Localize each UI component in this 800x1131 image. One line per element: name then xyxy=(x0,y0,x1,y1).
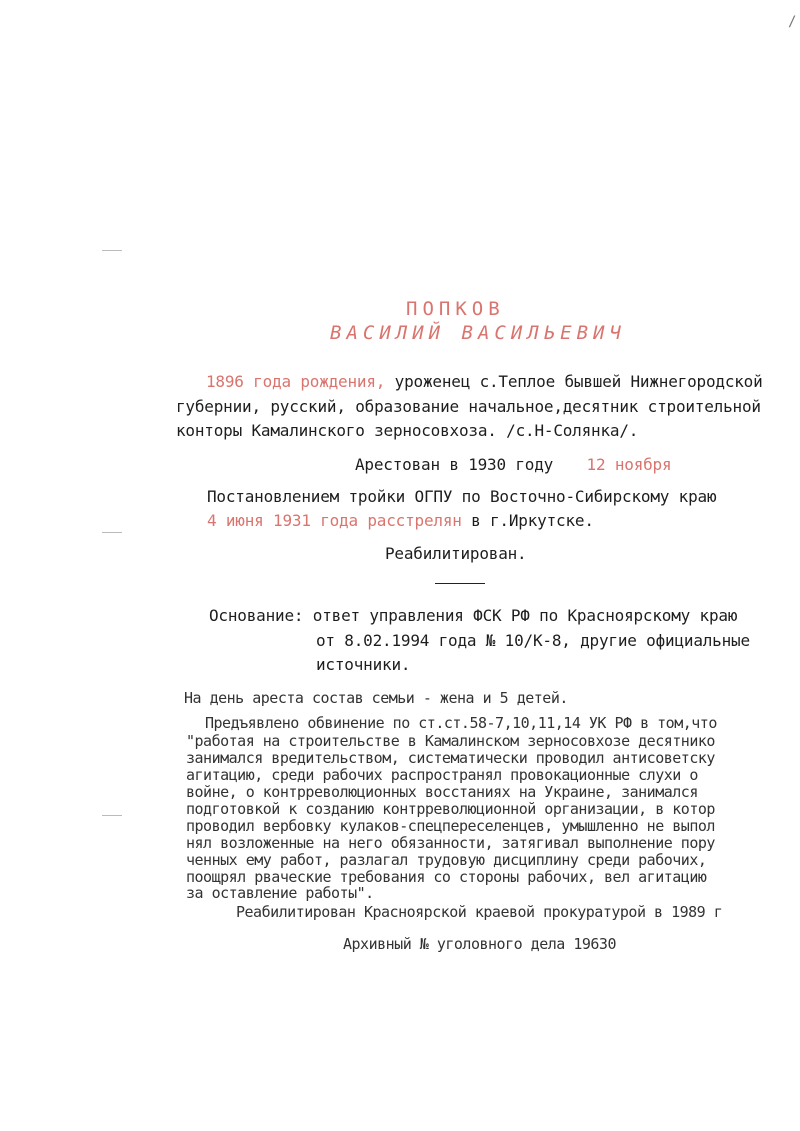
basis-line-3: источники. xyxy=(316,655,411,674)
surname: ПОПКОВ xyxy=(406,298,505,320)
charge-line: ченных ему работ, разлагал трудовую дисциплину среди рабочих, xyxy=(186,851,707,869)
margin-mark xyxy=(102,250,122,251)
birthplace: уроженец с.Теплое бывшей Нижнегородской xyxy=(394,372,763,391)
corner-pen-mark: / xyxy=(788,14,797,30)
sentence-line-2 xyxy=(207,511,594,530)
birth-year: 1896 года рождения, xyxy=(206,372,386,391)
archive-number: Архивный № уголовного дела 19630 xyxy=(343,935,616,953)
basis-line-1 xyxy=(209,606,737,625)
arrest-line xyxy=(355,455,671,474)
arrest-date: 12 ноября xyxy=(586,455,672,474)
section-divider xyxy=(435,583,485,584)
basis-text-1: ответ управления ФСК РФ по Красноярскому краю xyxy=(312,606,738,625)
charge-line: агитацию, среди рабочих распространял провокационные слухи о xyxy=(186,766,698,784)
bio-line-1 xyxy=(206,372,763,391)
arrest-text: Арестован в 1930 году xyxy=(355,455,554,474)
charge-line: занимался вредительством, систематически проводил антисоветску xyxy=(186,749,715,767)
rehabilitated-status: Реабилитирован. xyxy=(385,544,527,563)
charge-line: "работая на строительстве в Камалинском зерносовхозе десятнико xyxy=(186,732,715,750)
charge-line: поощрял рваческие требования со стороны рабочих, вел агитацию xyxy=(186,868,707,886)
rehabilitation-line: Реабилитирован Красноярской краевой прокуратурой в 1989 г xyxy=(236,903,723,921)
margin-mark xyxy=(102,815,122,816)
charge-line: нял возложенные на него обязанности, затягивал выполнение пору xyxy=(186,834,715,852)
family-info: На день ареста состав семьи - жена и 5 детей. xyxy=(184,689,568,707)
margin-mark xyxy=(102,532,122,533)
charge-line: за оставление работы". xyxy=(186,884,374,902)
execution-date: 4 июня 1931 года расстрелян xyxy=(207,511,462,530)
charge-line: войне, о контрреволюционных восстаниях на Украине, занимался xyxy=(186,783,698,801)
execution-place: в г.Иркутске. xyxy=(471,511,594,530)
given-names: ВАСИЛИЙ ВАСИЛЬЕВИЧ xyxy=(330,322,626,344)
bio-line-3: конторы Камалинского зерносовхоза. /с.Н-Солянка/. xyxy=(176,421,639,440)
sentence-line-1: Постановлением тройки ОГПУ по Восточно-Сибирскому краю xyxy=(207,487,717,506)
charge-line: проводил вербовку кулаков-спецпереселенцев, умышленно не выпол xyxy=(186,817,715,835)
basis-label: Основание: xyxy=(209,606,304,625)
basis-line-2: от 8.02.1994 года № 10/К-8, другие официальные xyxy=(316,631,750,650)
bio-line-2: губернии, русский, образование начальное,десятник строительной xyxy=(176,397,761,416)
charge-line: Предъявлено обвинение по ст.ст.58-7,10,11,14 УК РФ в том,что xyxy=(205,714,717,732)
charge-line: подготовкой к созданию контрреволюционной организации, в котор xyxy=(186,800,715,818)
